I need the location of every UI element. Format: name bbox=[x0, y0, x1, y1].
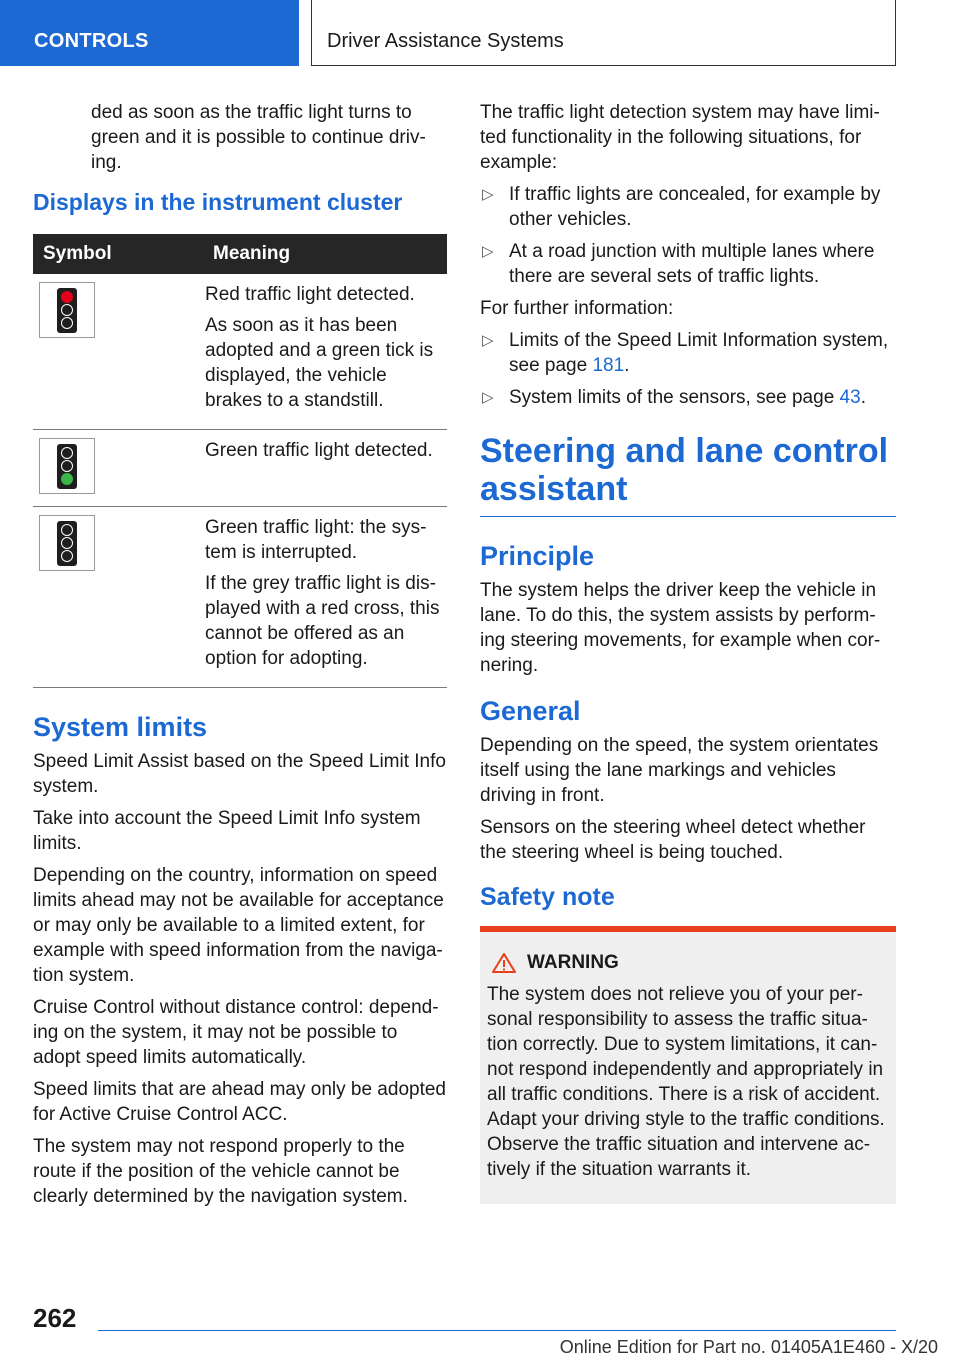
table-row bbox=[33, 507, 447, 688]
footer-edition: Online Edition for Part no. 01405A1E460 - X/20 bbox=[559, 1337, 938, 1357]
table-row bbox=[33, 274, 447, 430]
page-link-181[interactable]: 181 bbox=[592, 355, 625, 376]
detection-intro: The traffic light detection system may have limi-ted functionality in the following situations, for example: bbox=[480, 102, 880, 173]
table-header-row bbox=[33, 234, 447, 274]
triangle-bullet-icon: ▷ bbox=[482, 186, 494, 203]
general-para: Depending on the speed, the system orientates itself using the lane markings and vehicles driving in front. bbox=[480, 735, 879, 806]
further-info-list bbox=[480, 328, 896, 410]
header-section-tab bbox=[0, 0, 299, 66]
symbol-table bbox=[33, 234, 447, 688]
right-column bbox=[480, 100, 896, 1204]
left-column bbox=[33, 100, 447, 1216]
meaning-text: Green traffic light: the sys-tem is interrupted. bbox=[205, 517, 427, 563]
header-chapter-tab bbox=[311, 0, 896, 66]
steering-heading: Steering and lane control assistant bbox=[480, 432, 896, 517]
warning-text: The system does not relieve you of your per-sonal responsibility to assess the traffic situa-tion correctly. Due to system limitations, it can-not respond independently and appropriately in all traffic conditions. There is a risk of accident. Adapt your driving style to the traffic conditions. Observe the traffic situation and intervene ac-tively if the situation warrants it. bbox=[487, 984, 885, 1180]
system-limits-para: Cruise Control without distance control: depend-ing on the system, it may not be possible to adopt speed limits automatically. bbox=[33, 997, 439, 1068]
red-traffic-light-icon bbox=[39, 282, 95, 338]
intro-continuation: ded as soon as the traffic light turns to green and it is possible to continue driv-ing. bbox=[91, 102, 426, 173]
grey-traffic-light-icon bbox=[39, 515, 95, 571]
footer-divider bbox=[98, 1330, 896, 1331]
triangle-bullet-icon: ▷ bbox=[482, 332, 494, 349]
header-chapter-label: Driver Assistance Systems bbox=[327, 30, 564, 52]
meaning-text: If the grey traffic light is dis-played with a red cross, this cannot be offered as an option for adopting. bbox=[205, 573, 440, 669]
meaning-text: Green traffic light detected. bbox=[205, 440, 433, 461]
general-para: Sensors on the steering wheel detect whether the steering wheel is being touched. bbox=[480, 817, 866, 863]
system-limits-para: Depending on the country, information on speed limits ahead may not be available for acceptance or may only be available to a limited extent, for example with speed information from the naviga-tion system. bbox=[33, 865, 444, 986]
detection-limits-list bbox=[480, 182, 896, 289]
green-traffic-light-icon bbox=[39, 438, 95, 494]
principle-text: The system helps the driver keep the vehicle in lane. To do this, the system assists by perform-ing steering movements, for example when cor-nering. bbox=[480, 580, 881, 676]
triangle-bullet-icon: ▷ bbox=[482, 389, 494, 406]
system-limits-para: The system may not respond properly to the route if the position of the vehicle cannot be clearly determined by the navigation system. bbox=[33, 1136, 408, 1207]
meaning-text: Red traffic light detected. bbox=[205, 284, 415, 305]
warning-box bbox=[480, 926, 896, 1204]
system-limits-heading: System limits bbox=[33, 712, 208, 742]
warning-label: WARNING bbox=[527, 952, 619, 973]
displays-heading: Displays in the instrument cluster bbox=[33, 189, 403, 215]
meaning-text: As soon as it has been adopted and a green tick is displayed, the vehicle brakes to a standstill. bbox=[205, 315, 434, 411]
page-number: 262 bbox=[33, 1303, 77, 1333]
table-row bbox=[33, 430, 447, 507]
general-heading: General bbox=[480, 696, 581, 726]
further-info-label: For further information: bbox=[480, 298, 674, 319]
header-section-label: CONTROLS bbox=[34, 30, 149, 52]
list-item: ▷ At a road junction with multiple lanes where there are several sets of traffic lights. bbox=[482, 241, 875, 287]
principle-heading: Principle bbox=[480, 541, 595, 571]
system-limits-para: Take into account the Speed Limit Info system limits. bbox=[33, 808, 421, 854]
list-item: ▷ If traffic lights are concealed, for example by other vehicles. bbox=[482, 184, 881, 230]
list-item: ▷ Limits of the Speed Limit Information system, see page 181. bbox=[482, 330, 889, 376]
safety-note-heading: Safety note bbox=[480, 883, 615, 911]
list-item: ▷ System limits of the sensors, see page 43. bbox=[482, 387, 866, 408]
warning-triangle-icon bbox=[491, 952, 517, 974]
system-limits-para: Speed Limit Assist based on the Speed Limit Info system. bbox=[33, 751, 446, 797]
warning-title bbox=[487, 952, 890, 974]
triangle-bullet-icon: ▷ bbox=[482, 243, 494, 260]
page-link-43[interactable]: 43 bbox=[839, 387, 861, 408]
system-limits-para: Speed limits that are ahead may only be adopted for Active Cruise Control ACC. bbox=[33, 1079, 446, 1125]
col-header-symbol: Symbol bbox=[33, 234, 205, 274]
col-header-meaning: Meaning bbox=[205, 234, 447, 274]
